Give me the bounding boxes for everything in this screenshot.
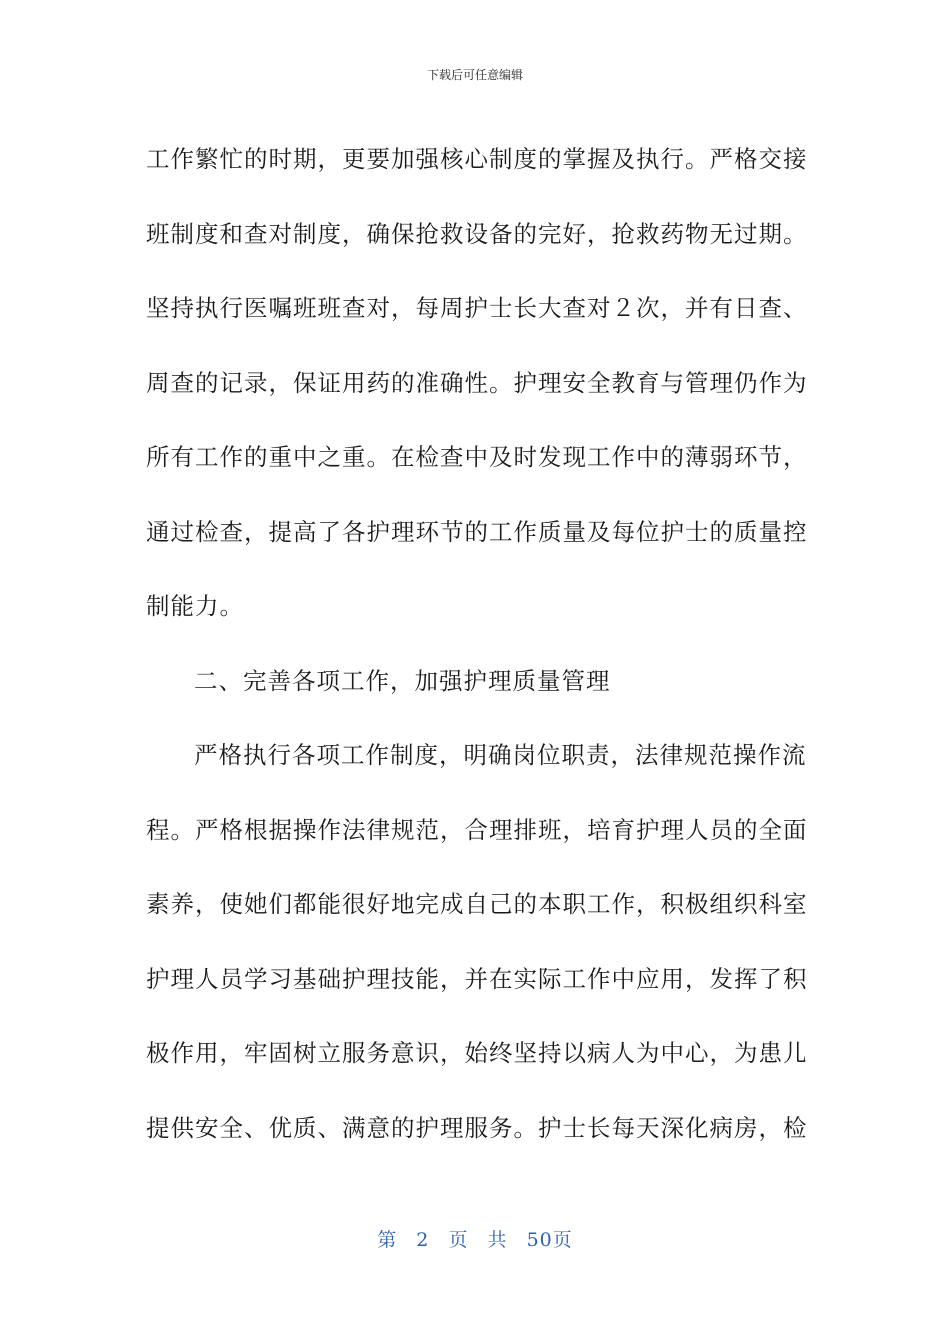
text-line: 工作繁忙的时期，更要加强核心制度的掌握及执行。严格交接 [146, 145, 808, 173]
text-line: 严格执行各项工作制度，明确岗位职责，法律规范操作流 [194, 741, 807, 769]
page-current: 2 [416, 1229, 430, 1251]
text-line: 提供安全、优质、满意的护理服务。护士长每天深化病房，检 [146, 1113, 808, 1142]
section-heading: 二、完善各项工作，加强护理质量管理 [194, 666, 611, 695]
text-line: 极作用，牢固树立服务意识，始终坚持以病人为中心，为患儿 [146, 1039, 808, 1067]
page-mid-label: 页 [448, 1229, 469, 1251]
text-line: 素养，使她们都能很好地完成自己的本职工作，积极组织科室 [146, 890, 808, 918]
page-number-footer [0, 1225, 950, 1252]
text-line: 通过检查，提高了各护理环节的工作质量及每位护士的质量控 [146, 517, 808, 546]
text-line: 周查的记录，保证用药的准确性。护理安全教育与管理仍作为 [146, 368, 808, 397]
text-line: 护理人员学习基础护理技能，并在实际工作中应用，发挥了积 [146, 964, 808, 993]
text-line: 制能力。 [146, 592, 244, 620]
page-prefix: 第 [377, 1229, 398, 1251]
text-line: 坚持执行医嘱班班查对，每周护士长大查对２次，并有日查、 [146, 294, 808, 322]
document-body [146, 122, 806, 1165]
text-line: 班制度和查对制度，确保抢救设备的完好，抢救药物无过期。 [146, 219, 808, 248]
text-line: 所有工作的重中之重。在检查中及时发现工作中的薄弱环节， [146, 443, 808, 471]
page-total-label: 共 [487, 1229, 508, 1251]
text-line: 程。严格根据操作法律规范，合理排班，培育护理人员的全面 [146, 815, 808, 844]
page-header-note: 下载后可任意编辑 [426, 68, 523, 82]
page-total: 50页 [526, 1229, 573, 1251]
